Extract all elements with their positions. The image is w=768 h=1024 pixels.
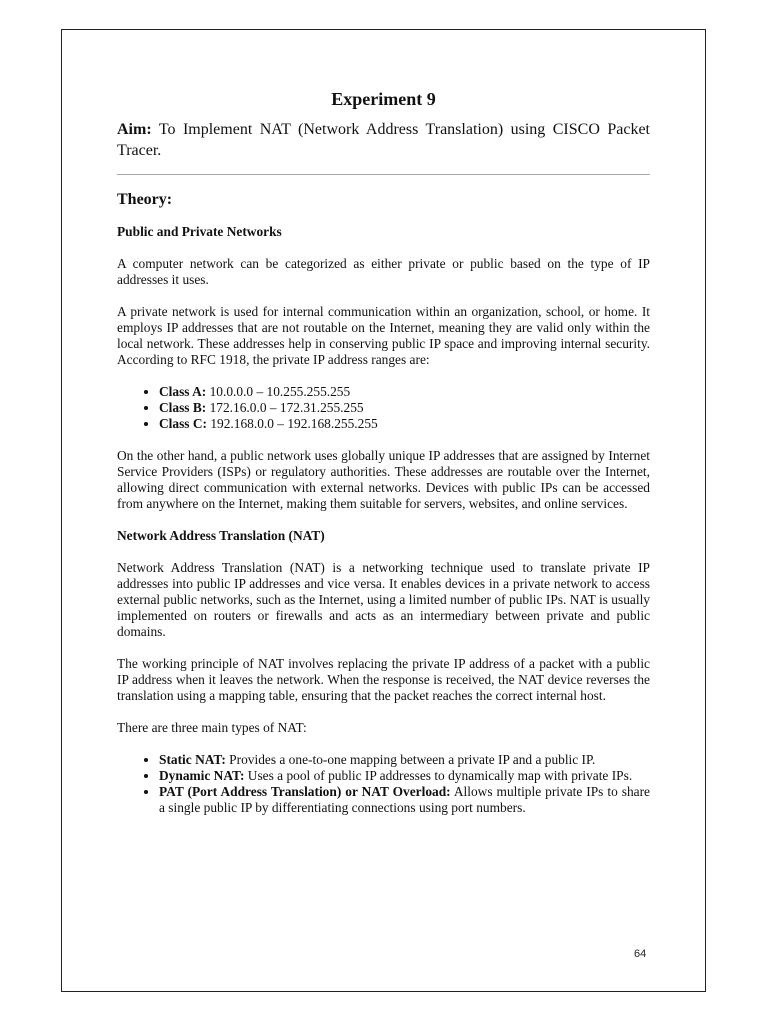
class-label: Class C:	[159, 416, 207, 431]
horizontal-rule	[117, 174, 650, 175]
paragraph: A computer network can be categorized as either private or public based on the type of IP addresses it uses.	[117, 256, 650, 287]
page-number: 64	[634, 948, 647, 960]
list-item	[159, 768, 650, 784]
class-label: Class A:	[159, 384, 207, 399]
section-heading-public-private: Public and Private Networks	[117, 224, 282, 239]
ip-class-list	[117, 384, 650, 432]
document-body	[117, 88, 650, 832]
list-item	[159, 416, 650, 432]
nat-type-desc: Allows multiple private IPs to share a single public IP by differentiating connections using port numbers.	[159, 784, 650, 815]
nat-type-label: Static NAT:	[159, 752, 226, 767]
paragraph: On the other hand, a public network uses globally unique IP addresses that are assigned by Internet Service Providers (ISPs) or regulatory authorities. These addresses are routable over the Internet, allowing direct communication with external networks. Devices with public IPs can be accessed from anywhere on the Internet, making them suitable for servers, websites, and online services.	[117, 448, 650, 511]
paragraph: Network Address Translation (NAT) is a networking technique used to translate private IP addresses into public IP addresses and vice versa. It enables devices in a private network to access external public networks, such as the Internet, using a limited number of public IPs. NAT is usually implemented on routers or firewalls and acts as an intermediary between private and public domains.	[117, 560, 650, 639]
paragraph: There are three main types of NAT:	[117, 720, 307, 735]
paragraph: The working principle of NAT involves replacing the private IP address of a packet with a public IP address when it leaves the network. When the response is received, the NAT device reverses the translation using a mapping table, ensuring that the packet reaches the correct internal host.	[117, 656, 650, 703]
nat-type-desc: Uses a pool of public IP addresses to dynamically map with private IPs.	[244, 768, 633, 783]
experiment-title: Experiment 9	[331, 89, 436, 109]
aim-statement	[117, 119, 650, 161]
nat-type-label: Dynamic NAT:	[159, 768, 245, 783]
list-item	[159, 384, 650, 400]
list-item	[159, 752, 650, 768]
class-range: 192.168.0.0 – 192.168.255.255	[207, 416, 378, 431]
nat-type-label: PAT (Port Address Translation) or NAT Overload:	[159, 784, 451, 799]
class-range: 10.0.0.0 – 10.255.255.255	[206, 384, 351, 399]
section-heading-nat: Network Address Translation (NAT)	[117, 528, 325, 543]
nat-types-list	[117, 752, 650, 816]
class-range: 172.16.0.0 – 172.31.255.255	[206, 400, 364, 415]
theory-heading: Theory:	[117, 191, 173, 208]
aim-label: Aim:	[117, 121, 152, 138]
class-label: Class B:	[159, 400, 207, 415]
list-item	[159, 784, 650, 816]
aim-text: To Implement NAT (Network Address Translation) using CISCO Packet Tracer.	[117, 121, 650, 159]
paragraph: A private network is used for internal communication within an organization, school, or home. It employs IP addresses that are not routable on the Internet, meaning they are valid only within the local network. These addresses help in conserving public IP space and improving internal security. According to RFC 1918, the private IP address ranges are:	[117, 304, 650, 367]
nat-type-desc: Provides a one-to-one mapping between a private IP and a public IP.	[225, 752, 596, 767]
list-item	[159, 400, 650, 416]
